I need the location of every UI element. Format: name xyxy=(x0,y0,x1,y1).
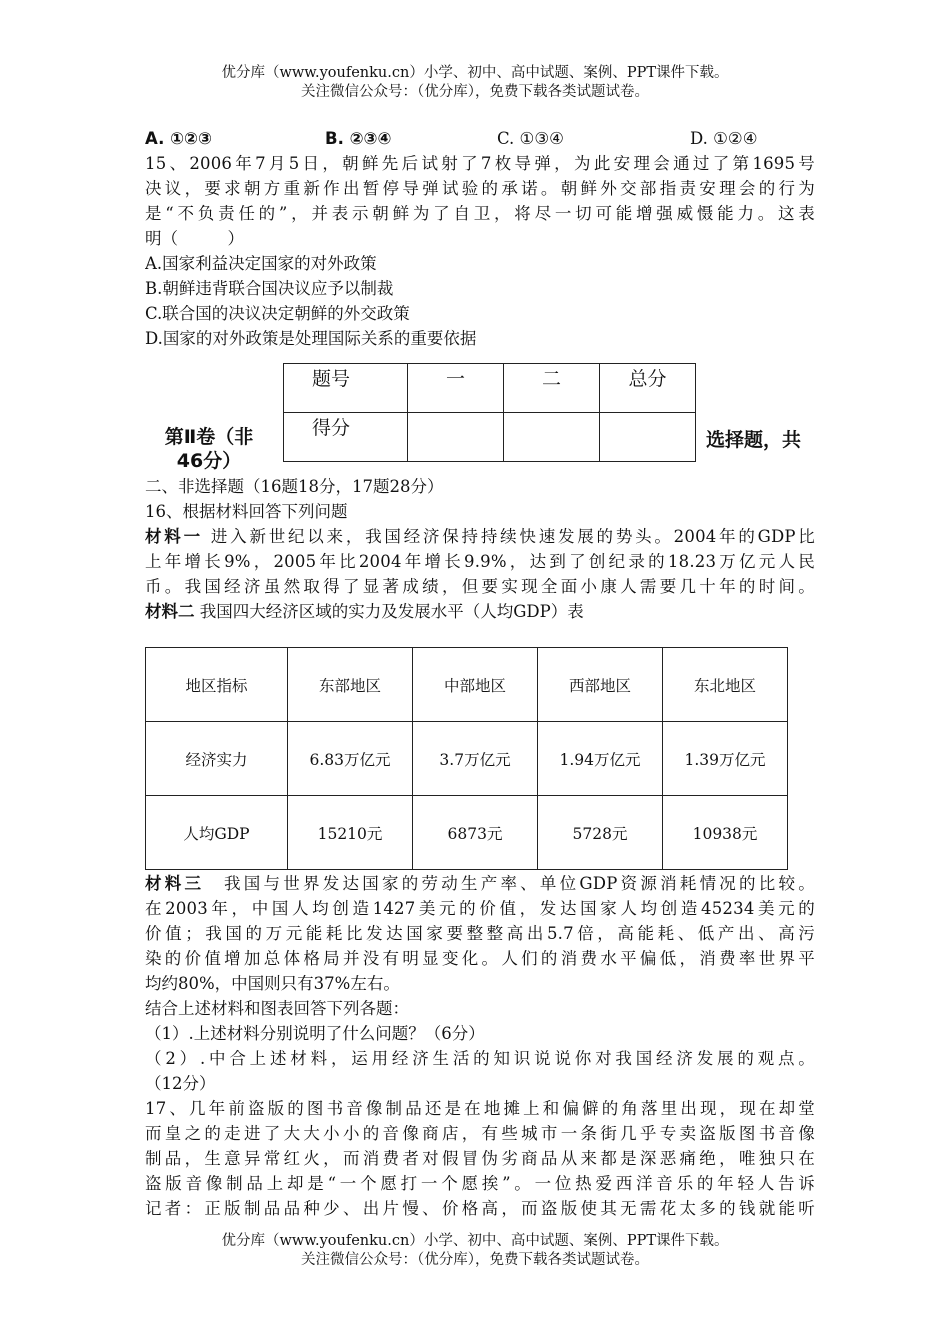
score-row-label: 得分 xyxy=(284,413,408,462)
q15-line-1: 15、2006年7月5日，朝鲜先后试射了7枚导弹，为此安理会通过了第1695号 xyxy=(145,154,815,173)
score-table xyxy=(283,363,696,462)
material-2-label: 材料二 xyxy=(145,602,195,621)
q15-line-2: 决议，要求朝方重新作出暂停导弹试验的承诺。朝鲜外交部指责安理会的行为 xyxy=(145,179,815,198)
score-cell xyxy=(600,413,696,462)
q16-m3-line-1 xyxy=(145,871,815,896)
material-1-text: 进入新世纪以来，我国经济保持持续快速发展的势头。2004年的GDP比 xyxy=(202,527,815,546)
section-2-heading: 二、非选择题（16题18分，17题28分） xyxy=(145,477,444,496)
q14-option-c: C. ①③④ xyxy=(497,129,564,148)
table-cell: 1.94万亿元 xyxy=(538,722,663,796)
score-header-cell: 总分 xyxy=(600,364,696,413)
q16-m1-line-3: 币。我国经济虽然取得了显著成绩，但要实现全面小康人需要几十年的时间。 xyxy=(145,577,815,596)
score-header-cell: 一 xyxy=(408,364,504,413)
q16-m3-line-5: 均约80%，中国则只有37%左右。 xyxy=(145,974,400,993)
q16-m1-line-1 xyxy=(145,524,815,549)
q16-question-intro: 结合上述材料和图表回答下列各题： xyxy=(145,999,409,1018)
score-header-cell: 二 xyxy=(504,364,600,413)
content-lower xyxy=(145,871,815,1221)
q15-line-3: 是“不负责任的”，并表示朝鲜为了自卫，将尽一切可能增强威慑能力。这表 xyxy=(145,204,815,223)
q17-line-4: 盗版音像制品上却是“一个愿打一个愿挨”。一位热爱西洋音乐的年轻人告诉 xyxy=(145,1174,815,1193)
q16-question-2-points: （12分） xyxy=(145,1074,216,1093)
score-header-cell: 题号 xyxy=(284,364,408,413)
section-2-title-left-2: 46分） xyxy=(176,450,242,472)
q14-option-d: D. ①②④ xyxy=(690,129,758,148)
footer-line-1: 优分库（www.youfenku.cn）小学、初中、高中试题、案例、PPT课件下载。 xyxy=(221,1233,729,1249)
page-footer xyxy=(0,1232,950,1270)
q15-option-a: A.国家利益决定国家的对外政策 xyxy=(145,254,377,273)
page-header xyxy=(0,64,950,102)
q16-title: 16、根据材料回答下列问题 xyxy=(145,502,348,521)
table-row xyxy=(146,796,788,870)
table-header-cell: 东部地区 xyxy=(288,648,413,722)
table-cell: 6873元 xyxy=(413,796,538,870)
footer-line-2: 关注微信公众号：（优分库），免费下载各类试题试卷。 xyxy=(301,1252,649,1268)
table-cell: 3.7万亿元 xyxy=(413,722,538,796)
table-cell: 10938元 xyxy=(663,796,788,870)
q17-line-5: 记者：正版制品品种少、出片慢、价格高，而盗版使其无需花太多的钱就能听 xyxy=(145,1199,815,1218)
table-cell: 经济实力 xyxy=(146,722,288,796)
table-cell: 15210元 xyxy=(288,796,413,870)
material-3-label: 材料三 xyxy=(145,874,205,893)
q15-line-4: 明（ ） xyxy=(145,229,244,248)
q15-option-d: D.国家的对外政策是处理国际关系的重要依据 xyxy=(145,329,477,348)
table-cell: 5728元 xyxy=(538,796,663,870)
q15-option-b: B.朝鲜违背联合国决议应予以制裁 xyxy=(145,279,394,298)
table-header-cell: 中部地区 xyxy=(413,648,538,722)
score-cell xyxy=(408,413,504,462)
table-cell: 1.39万亿元 xyxy=(663,722,788,796)
table-cell: 6.83万亿元 xyxy=(288,722,413,796)
table-header-cell: 西部地区 xyxy=(538,648,663,722)
q17-line-1: 17、几年前盗版的图书音像制品还是在地摊上和偏僻的角落里出现，现在却堂 xyxy=(145,1099,815,1118)
q15-option-c: C.联合国的决议决定朝鲜的外交政策 xyxy=(145,304,410,323)
content-middle xyxy=(145,474,815,624)
q17-line-3: 制品，生意异常红火，而消费者对假冒伪劣商品从来都是深恶痛绝，唯独只在 xyxy=(145,1149,815,1168)
table-cell: 人均GDP xyxy=(146,796,288,870)
table-row xyxy=(146,648,788,722)
section-2-title xyxy=(145,363,815,475)
q16-question-2: （2）.中合上述材料，运用经济生活的知识说说你对我国经济发展的观点。 xyxy=(145,1049,815,1068)
material-1-label: 材料一 xyxy=(145,527,203,546)
section-2-title-left xyxy=(149,425,269,473)
q16-m3-line-3: 价值；我国的万元能耗比发达国家要整整高出5.7倍，高能耗、低产出、高污 xyxy=(145,924,815,943)
header-line-2: 关注微信公众号：（优分库），免费下载各类试题试卷。 xyxy=(301,84,649,100)
table-row xyxy=(146,722,788,796)
content-upper xyxy=(145,126,815,351)
section-2-title-left-1: 第Ⅱ卷（非 xyxy=(164,426,254,448)
q14-options xyxy=(145,126,815,151)
q16-m2-line xyxy=(145,599,815,624)
table-header-cell: 东北地区 xyxy=(663,648,788,722)
section-2-title-right: 选择题，共 xyxy=(705,429,801,451)
table-header-cell: 地区指标 xyxy=(146,648,288,722)
q16-m1-line-2: 上年增长9%，2005年比2004年增长9.9%，达到了创纪录的18.23万亿元人民 xyxy=(145,552,815,571)
score-cell xyxy=(504,413,600,462)
q16-m3-line-2: 在2003年，中国人均创造1427美元的价值，发达国家人均创造45234美元的 xyxy=(145,899,815,918)
q16-question-1: （1）.上述材料分别说明了什么问题？（6分） xyxy=(145,1024,485,1043)
material-2-text: 我国四大经济区域的实力及发展水平（人均GDP）表 xyxy=(194,602,584,621)
gdp-table xyxy=(145,647,788,870)
q17-line-2: 而皇之的走进了大大小小的音像商店，有些城市一条街几乎专卖盗版图书音像 xyxy=(145,1124,815,1143)
material-3-text: 我国与世界发达国家的劳动生产率、单位GDP资源消耗情况的比较。 xyxy=(204,874,815,893)
q16-m3-line-4: 染的价值增加总体格局并没有明显变化。人们的消费水平偏低，消费率世界平 xyxy=(145,949,815,968)
q14-option-a: A. ①②③ xyxy=(145,129,212,148)
header-line-1: 优分库（www.youfenku.cn）小学、初中、高中试题、案例、PPT课件下载。 xyxy=(221,65,729,81)
q14-option-b: B. ②③④ xyxy=(325,129,392,148)
